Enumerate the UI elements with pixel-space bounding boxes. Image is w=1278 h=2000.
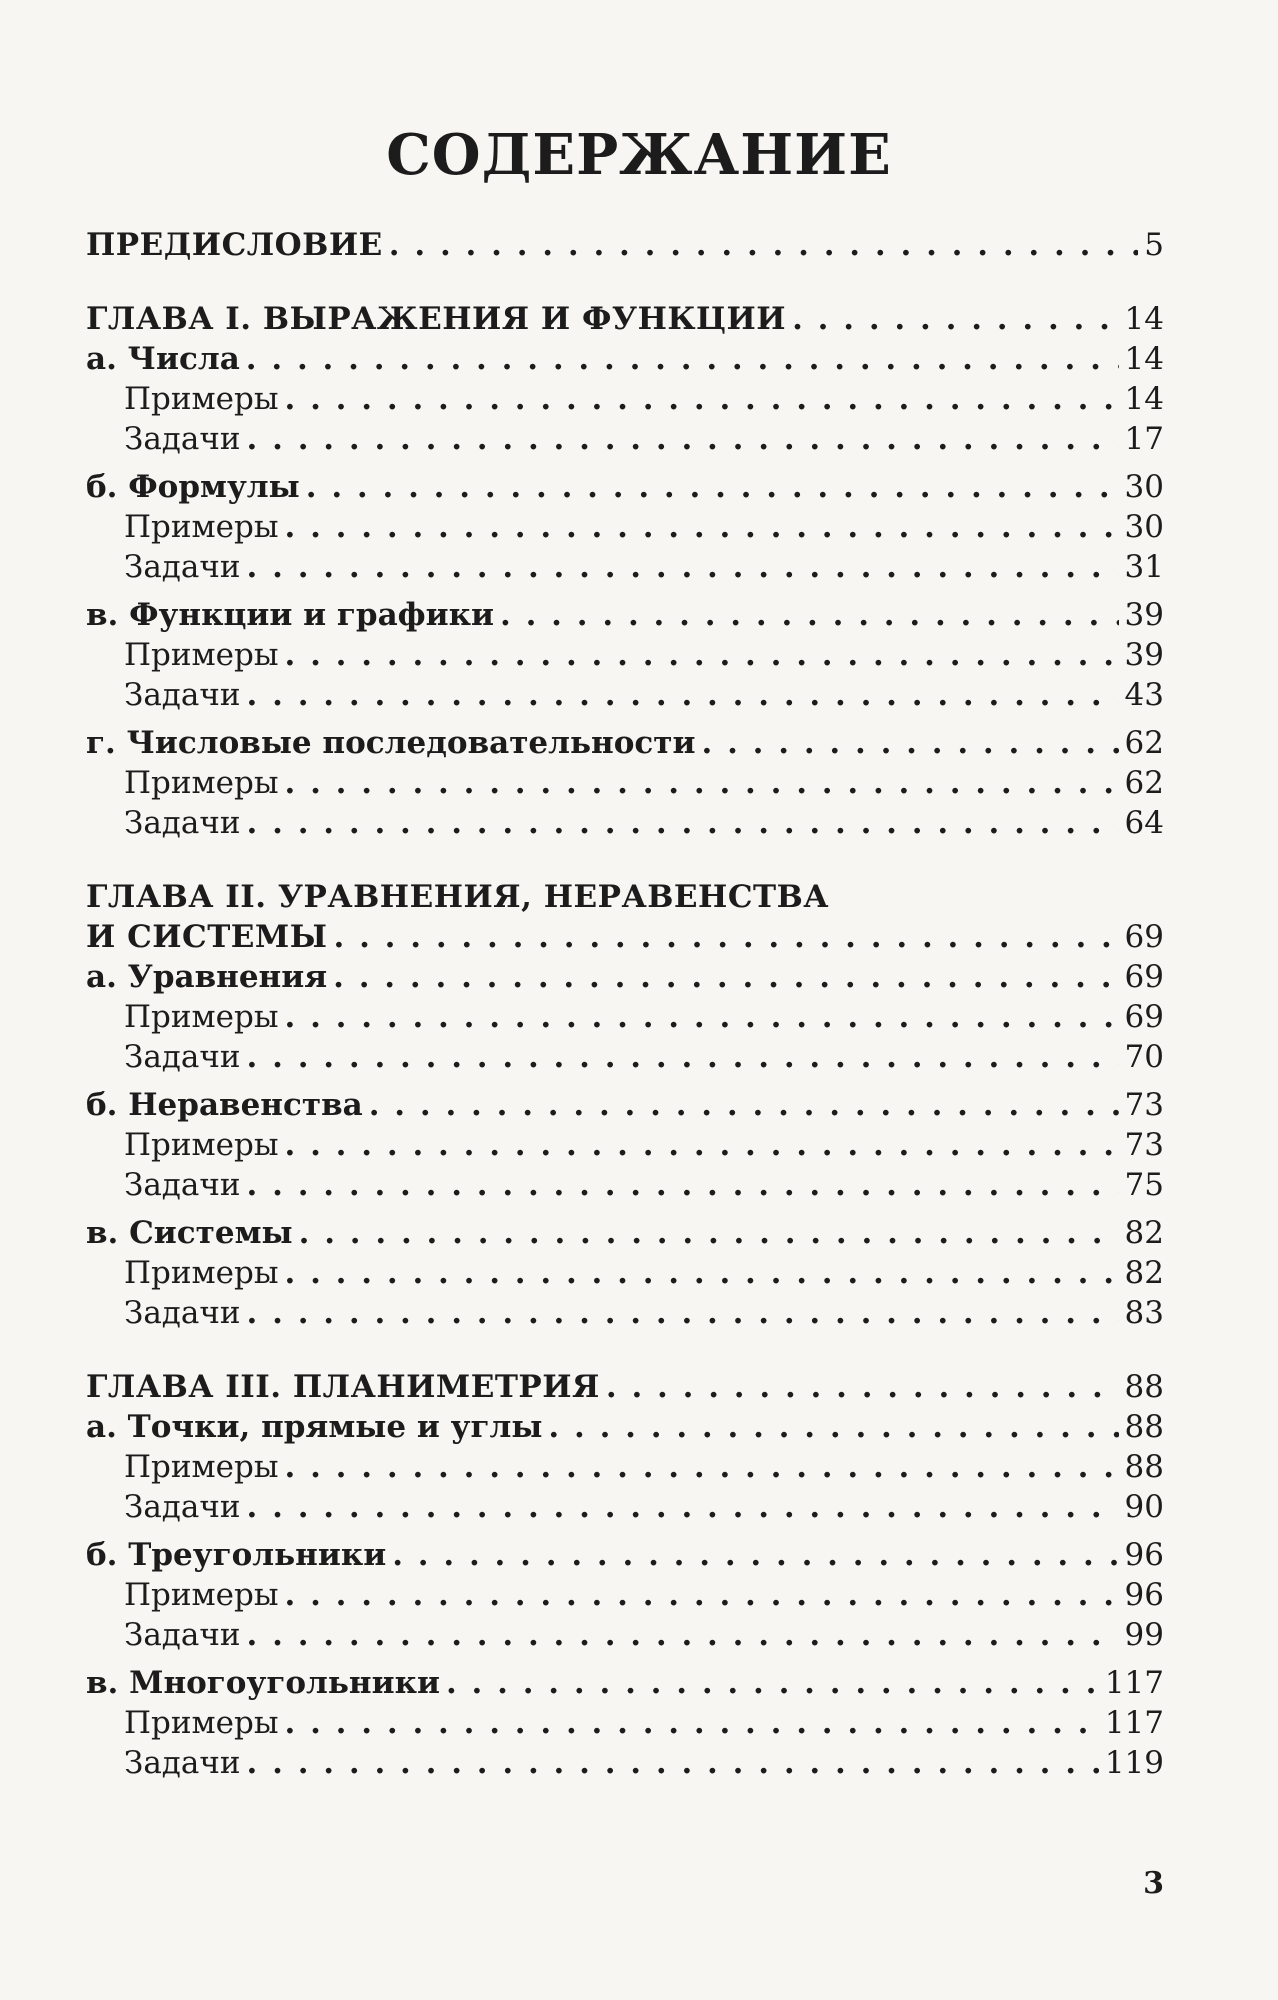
toc-page-number: 82 [1124, 1215, 1164, 1251]
toc-label: Примеры [124, 1127, 279, 1163]
toc-label: Задачи [124, 1617, 241, 1653]
toc-subsection [86, 1703, 1164, 1743]
toc-label: ГЛАВА I. ВЫРАЖЕНИЯ И ФУНКЦИИ [86, 301, 787, 337]
toc-subsection [86, 675, 1164, 715]
toc-subsection [86, 1575, 1164, 1615]
toc-chapter-1 [86, 299, 1164, 339]
dot-leader [247, 547, 1119, 587]
toc-label: Примеры [124, 1577, 279, 1613]
dot-leader [247, 1293, 1119, 1333]
toc-subsection [86, 1447, 1164, 1487]
toc-page-number: 96 [1124, 1537, 1164, 1573]
page-number: 3 [1143, 1866, 1164, 1901]
toc-label: Примеры [124, 381, 279, 417]
page-title: СОДЕРЖАНИЕ [386, 122, 892, 188]
toc-page-number: 39 [1124, 597, 1164, 633]
toc-page-number: 70 [1124, 1039, 1164, 1075]
toc-subsection [86, 1743, 1164, 1783]
toc-subsection [86, 1253, 1164, 1293]
toc-subsection [86, 419, 1164, 459]
toc-subsection [86, 1487, 1164, 1527]
dot-leader [285, 635, 1119, 675]
toc-page-number: 88 [1124, 1409, 1164, 1445]
toc-subsection [86, 803, 1164, 843]
toc-page-number: 69 [1124, 919, 1164, 955]
toc-page-number: 73 [1124, 1087, 1164, 1123]
toc-page-number: 119 [1104, 1745, 1164, 1781]
toc-label: б. Формулы [86, 469, 300, 505]
toc-page-number: 39 [1124, 637, 1164, 673]
toc-page-number: 117 [1104, 1665, 1164, 1701]
dot-leader [247, 419, 1119, 459]
dot-leader [247, 1165, 1119, 1205]
toc-section [86, 1407, 1164, 1447]
toc-label: а. Уравнения [86, 959, 328, 995]
dot-leader [247, 1615, 1119, 1655]
toc-label: Примеры [124, 1255, 279, 1291]
dot-leader [285, 379, 1119, 419]
dot-leader [299, 1213, 1119, 1253]
dot-leader [792, 299, 1118, 339]
toc-label: ГЛАВА III. ПЛАНИМЕТРИЯ [86, 1369, 600, 1405]
toc-label: б. Неравенства [86, 1087, 363, 1123]
toc-page-number: 64 [1124, 805, 1164, 841]
toc-subsection [86, 635, 1164, 675]
toc-chapter-2 [86, 917, 1164, 957]
dot-leader [246, 339, 1119, 379]
toc-page-number: 14 [1124, 301, 1164, 337]
toc-label: в. Многоугольники [86, 1665, 440, 1701]
toc-label: ПРЕДИСЛОВИЕ [86, 227, 383, 263]
toc-section [86, 339, 1164, 379]
toc-label: Примеры [124, 1705, 279, 1741]
toc-subsection [86, 997, 1164, 1037]
dot-leader [285, 1575, 1119, 1615]
toc-page-number: 88 [1124, 1369, 1164, 1405]
toc-page-number: 14 [1124, 381, 1164, 417]
dot-leader [389, 225, 1138, 265]
toc-label: Примеры [124, 765, 279, 801]
toc-page-number: 69 [1124, 999, 1164, 1035]
toc-subsection [86, 1165, 1164, 1205]
toc-subsection [86, 1125, 1164, 1165]
toc-page-number: 17 [1124, 421, 1164, 457]
toc-label: Примеры [124, 1449, 279, 1485]
dot-leader [701, 723, 1118, 763]
toc-subsection [86, 763, 1164, 803]
toc-page-number: 83 [1124, 1295, 1164, 1331]
toc-page-number: 117 [1104, 1705, 1164, 1741]
dot-leader [247, 675, 1119, 715]
toc-label: Задачи [124, 421, 241, 457]
toc-page-number: 88 [1124, 1449, 1164, 1485]
toc-label: в. Функции и графики [86, 597, 495, 633]
toc-page-number: 30 [1124, 469, 1164, 505]
toc-label: Задачи [124, 805, 241, 841]
dot-leader [606, 1367, 1119, 1407]
toc-label: г. Числовые последовательности [86, 725, 696, 761]
toc-page-number: 75 [1124, 1167, 1164, 1203]
toc-subsection [86, 547, 1164, 587]
dot-leader [247, 1743, 1099, 1783]
toc-label: а. Числа [86, 341, 240, 377]
toc-label: Задачи [124, 677, 241, 713]
dot-leader [285, 997, 1119, 1037]
toc-page-number: 62 [1124, 725, 1164, 761]
toc-section [86, 723, 1164, 763]
toc-section [86, 1213, 1164, 1253]
dot-leader [247, 803, 1119, 843]
dot-leader [369, 1085, 1119, 1125]
dot-leader [247, 1037, 1119, 1077]
toc-label: Задачи [124, 1167, 241, 1203]
dot-leader [285, 1125, 1119, 1165]
table-of-contents [86, 225, 1164, 1783]
toc-chapter-3 [86, 1367, 1164, 1407]
dot-leader [285, 1253, 1119, 1293]
toc-subsection [86, 1293, 1164, 1333]
dot-leader [247, 1487, 1119, 1527]
dot-leader [333, 957, 1118, 997]
toc-chapter-2-title-line: ГЛАВА II. УРАВНЕНИЯ, НЕРАВЕНСТВА [86, 879, 830, 915]
dot-leader [306, 467, 1119, 507]
dot-leader [333, 917, 1118, 957]
toc-label: в. Системы [86, 1215, 293, 1251]
toc-page-number: 43 [1124, 677, 1164, 713]
dot-leader [392, 1535, 1118, 1575]
dot-leader [285, 1703, 1099, 1743]
toc-page-number: 31 [1124, 549, 1164, 585]
toc-preface [86, 225, 1164, 265]
toc-page-number: 99 [1124, 1617, 1164, 1653]
dot-leader [285, 1447, 1119, 1487]
toc-page-number: 96 [1124, 1577, 1164, 1613]
toc-label: Задачи [124, 1489, 241, 1525]
toc-page-number: 14 [1124, 341, 1164, 377]
dot-leader [548, 1407, 1118, 1447]
toc-label: б. Треугольники [86, 1537, 387, 1573]
toc-section [86, 1535, 1164, 1575]
toc-label: Примеры [124, 999, 279, 1035]
toc-page-number: 90 [1124, 1489, 1164, 1525]
toc-page-number: 62 [1124, 765, 1164, 801]
dot-leader [285, 763, 1119, 803]
toc-subsection [86, 507, 1164, 547]
toc-label: Задачи [124, 1745, 241, 1781]
toc-section [86, 1085, 1164, 1125]
toc-subsection [86, 1615, 1164, 1655]
toc-page-number: 82 [1124, 1255, 1164, 1291]
toc-section [86, 957, 1164, 997]
toc-label: Задачи [124, 549, 241, 585]
toc-label: Задачи [124, 1295, 241, 1331]
toc-page-number: 30 [1124, 509, 1164, 545]
toc-subsection [86, 379, 1164, 419]
toc-section [86, 595, 1164, 635]
dot-leader [285, 507, 1119, 547]
dot-leader [500, 595, 1119, 635]
toc-page-number: 73 [1124, 1127, 1164, 1163]
dot-leader [446, 1663, 1099, 1703]
toc-label: Задачи [124, 1039, 241, 1075]
toc-label: И СИСТЕМЫ [86, 919, 328, 955]
toc-subsection [86, 1037, 1164, 1077]
toc-page-number: 69 [1124, 959, 1164, 995]
toc-label: Примеры [124, 637, 279, 673]
toc-label: Примеры [124, 509, 279, 545]
toc-section [86, 1663, 1164, 1703]
toc-section [86, 467, 1164, 507]
toc-page-number: 5 [1144, 227, 1164, 263]
toc-label: а. Точки, прямые и углы [86, 1409, 543, 1445]
